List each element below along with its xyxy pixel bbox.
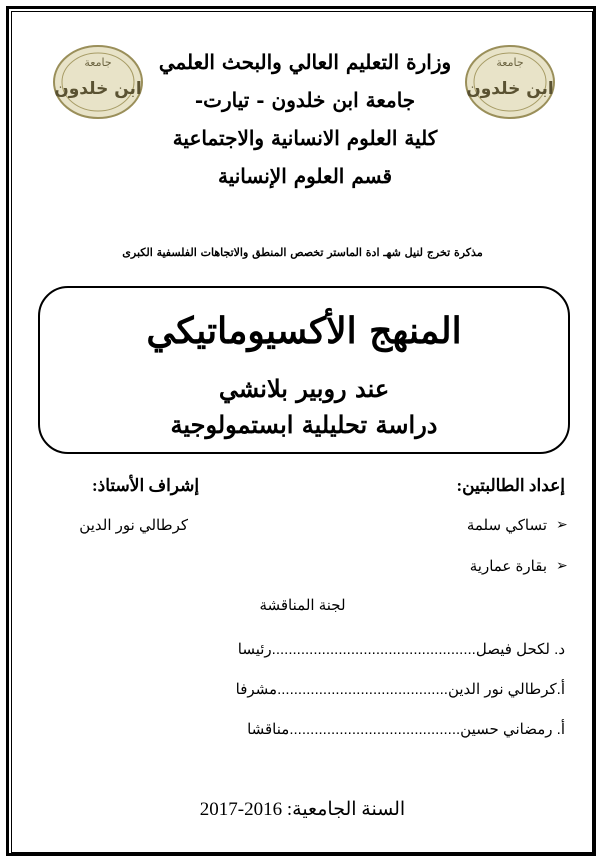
faculty-name: كلية العلوم الانسانية والاجتماعية xyxy=(172,126,438,150)
committee-member: أ.كرطالي نور الدين.........................................مشرفا xyxy=(235,681,565,698)
student-name-2: بقارة عمارية xyxy=(469,558,547,575)
university-logo-left xyxy=(52,44,144,120)
thesis-title: المنهج الأكسيوماتيكي xyxy=(146,310,462,352)
logo-text-top: جامعة xyxy=(496,56,524,69)
committee-member: أ. رمضاني حسين.........................................مناقشا xyxy=(247,721,565,738)
academic-year: السنة الجامعية: 2016-2017 xyxy=(199,799,406,820)
ministry-name: وزارة التعليم العالي والبحث العلمي xyxy=(158,50,452,74)
thesis-subtitle: مذكرة تخرج لنيل شهـ ادة الماستر تخصص المنطق والاتجاهات الفلسفية الكبرى xyxy=(122,246,483,259)
university-logo-right xyxy=(464,44,556,120)
committee-member: د. لكحل فيصل.................................................رئيسا xyxy=(237,641,565,658)
thesis-title-study: دراسة تحليلية ابستمولوجية xyxy=(170,410,438,439)
logo-text-main: ابن خلدون xyxy=(466,79,554,99)
student-name-1: تساكي سلمة xyxy=(466,517,547,534)
department-name: قسم العلوم الإنسانية xyxy=(217,164,393,188)
university-name: جامعة ابن خلدون - تيارت- xyxy=(194,88,416,112)
supervisor-name: كرطالي نور الدين xyxy=(79,517,188,534)
committee-title: لجنة المناقشة xyxy=(259,597,346,614)
thesis-title-author: عند روبير بلانشي xyxy=(218,374,390,403)
arrow-bullet-icon: ➢ xyxy=(556,517,568,533)
logo-text-top: جامعة xyxy=(84,56,112,69)
arrow-bullet-icon: ➢ xyxy=(556,558,568,574)
supervisor-label: إشراف الأستاذ: xyxy=(92,476,200,495)
title-box xyxy=(38,286,570,454)
students-label: إعداد الطالبتين: xyxy=(456,476,565,495)
logo-text-main: ابن خلدون xyxy=(54,79,142,99)
